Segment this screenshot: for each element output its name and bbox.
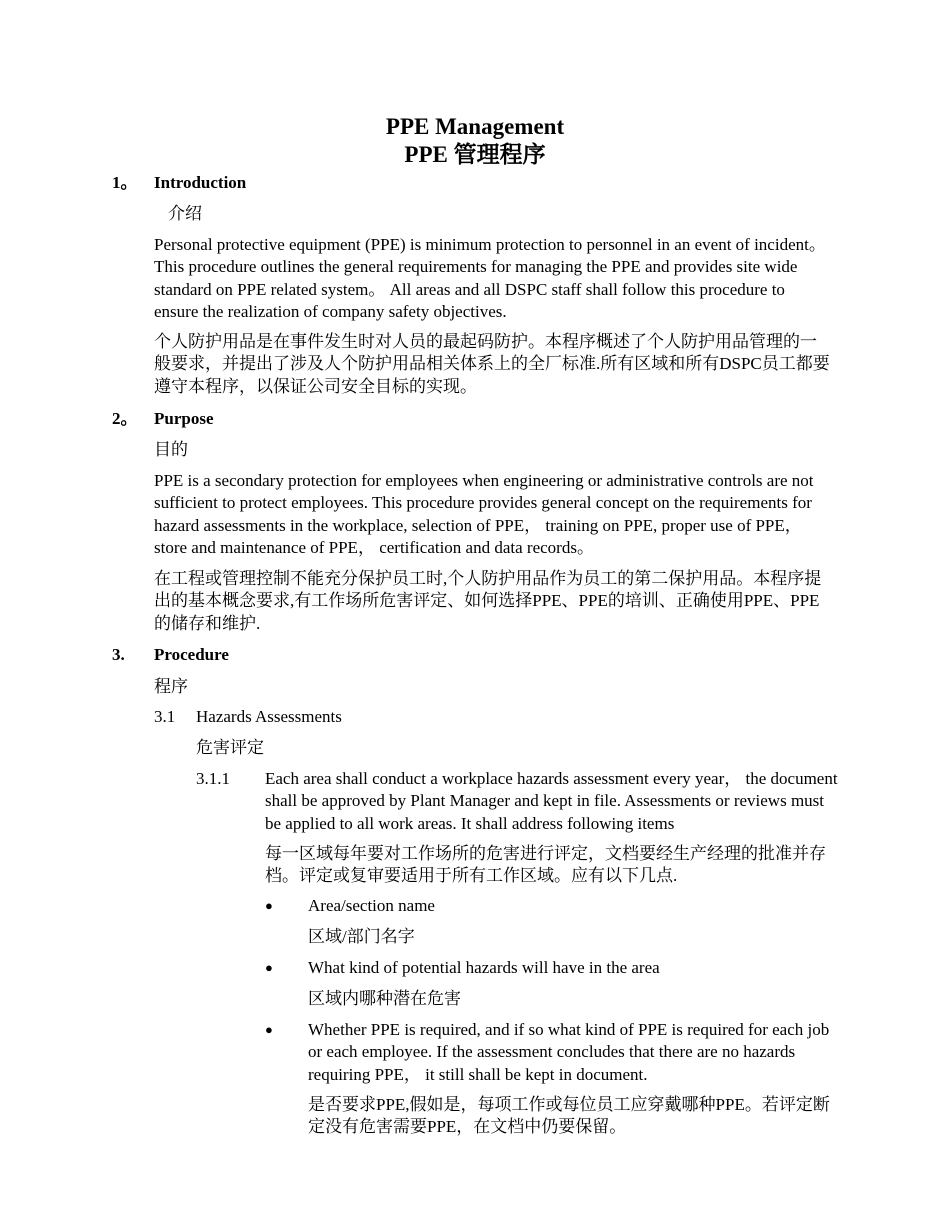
item-3-1-1-paragraph-en: Each area shall conduct a workplace hazards assessment every year， the document shall be approved by Plant Manager and kept in file. Assessments or reviews must be applied to all work areas. It shall address following items <box>265 769 838 833</box>
section-2-paragraph-en: PPE is a secondary protection for employees when engineering or administrative controls are not sufficient to protect employees. This procedure provides general concept on the requirements for hazard assessments in the workplace, selection of PPE， training on PPE, proper use of PPE， store and maintenance of PPE， certification and data records。 <box>154 471 814 557</box>
subsection-3-1-number: 3.1 <box>154 707 176 726</box>
section-2-title: Purpose <box>154 409 214 428</box>
section-2-subtitle-cn: 目的 <box>154 440 188 459</box>
bullet-2-text-en: What kind of potential hazards will have in the area <box>308 958 660 977</box>
bullet-3-text-cn: 是否要求PPE,假如是，每项工作或每位员工应穿戴哪种PPE。若评定断定没有危害需要PPE，在文档中仍要保留。 <box>308 1095 830 1137</box>
section-3-title: Procedure <box>154 645 229 664</box>
bullet-3-marker: ● <box>265 1022 273 1037</box>
section-1-subtitle-cn: 介绍 <box>168 204 202 223</box>
section-1-paragraph-en: Personal protective equipment (PPE) is minimum protection to personnel in an event of incident。 This procedure outlines the general requirements for managing the PPE and provides site wide standard on PPE related system。 All areas and all DSPC staff shall follow this procedure to ensure the realization of company safety objectives. <box>154 235 826 321</box>
document-title-en: PPE Management <box>385 114 565 139</box>
section-3-subtitle-cn: 程序 <box>154 677 188 696</box>
document-title-cn: PPE 管理程序 <box>404 142 546 167</box>
bullet-2-text-cn: 区域内哪种潜在危害 <box>308 989 461 1008</box>
bullet-3-text-en: Whether PPE is required, and if so what kind of PPE is required for each job or each employee. If the assessment concludes that there are no hazards requiring PPE， it still shall be kept in document. <box>308 1020 830 1084</box>
section-2-paragraph-cn: 在工程或管理控制不能充分保护员工时,个人防护用品作为员工的第二保护用品。本程序提出的基本概念要求,有工作场所危害评定、如何选择PPE、PPE的培训、正确使用PPE、PPE的储存和维护. <box>154 569 822 633</box>
bullet-1-text-en: Area/section name <box>308 896 435 915</box>
bullet-1-marker: ● <box>265 898 273 913</box>
section-3-number: 3. <box>112 645 125 664</box>
section-1-number: 1。 <box>112 173 138 192</box>
bullet-2-marker: ● <box>265 960 273 975</box>
section-1-title: Introduction <box>154 173 247 192</box>
bullet-1-text-cn: 区域/部门名字 <box>308 927 415 946</box>
section-2-number: 2。 <box>112 409 138 428</box>
section-1-paragraph-cn: 个人防护用品是在事件发生时对人员的最起码防护。本程序概述了个人防护用品管理的一般要求，并提出了涉及人个防护用品相关体系上的全厂标准.所有区域和所有DSPC员工都要遵守本程序，以保证公司安全目标的实现。 <box>154 332 830 396</box>
item-3-1-1-paragraph-cn: 每一区域每年要对工作场所的危害进行评定，文档要经生产经理的批准并存档。评定或复审要适用于所有工作区域。应有以下几点. <box>265 844 826 886</box>
item-3-1-1-number: 3.1.1 <box>196 769 230 788</box>
subsection-3-1-title: Hazards Assessments <box>196 707 342 726</box>
subsection-3-1-subtitle-cn: 危害评定 <box>196 738 264 757</box>
